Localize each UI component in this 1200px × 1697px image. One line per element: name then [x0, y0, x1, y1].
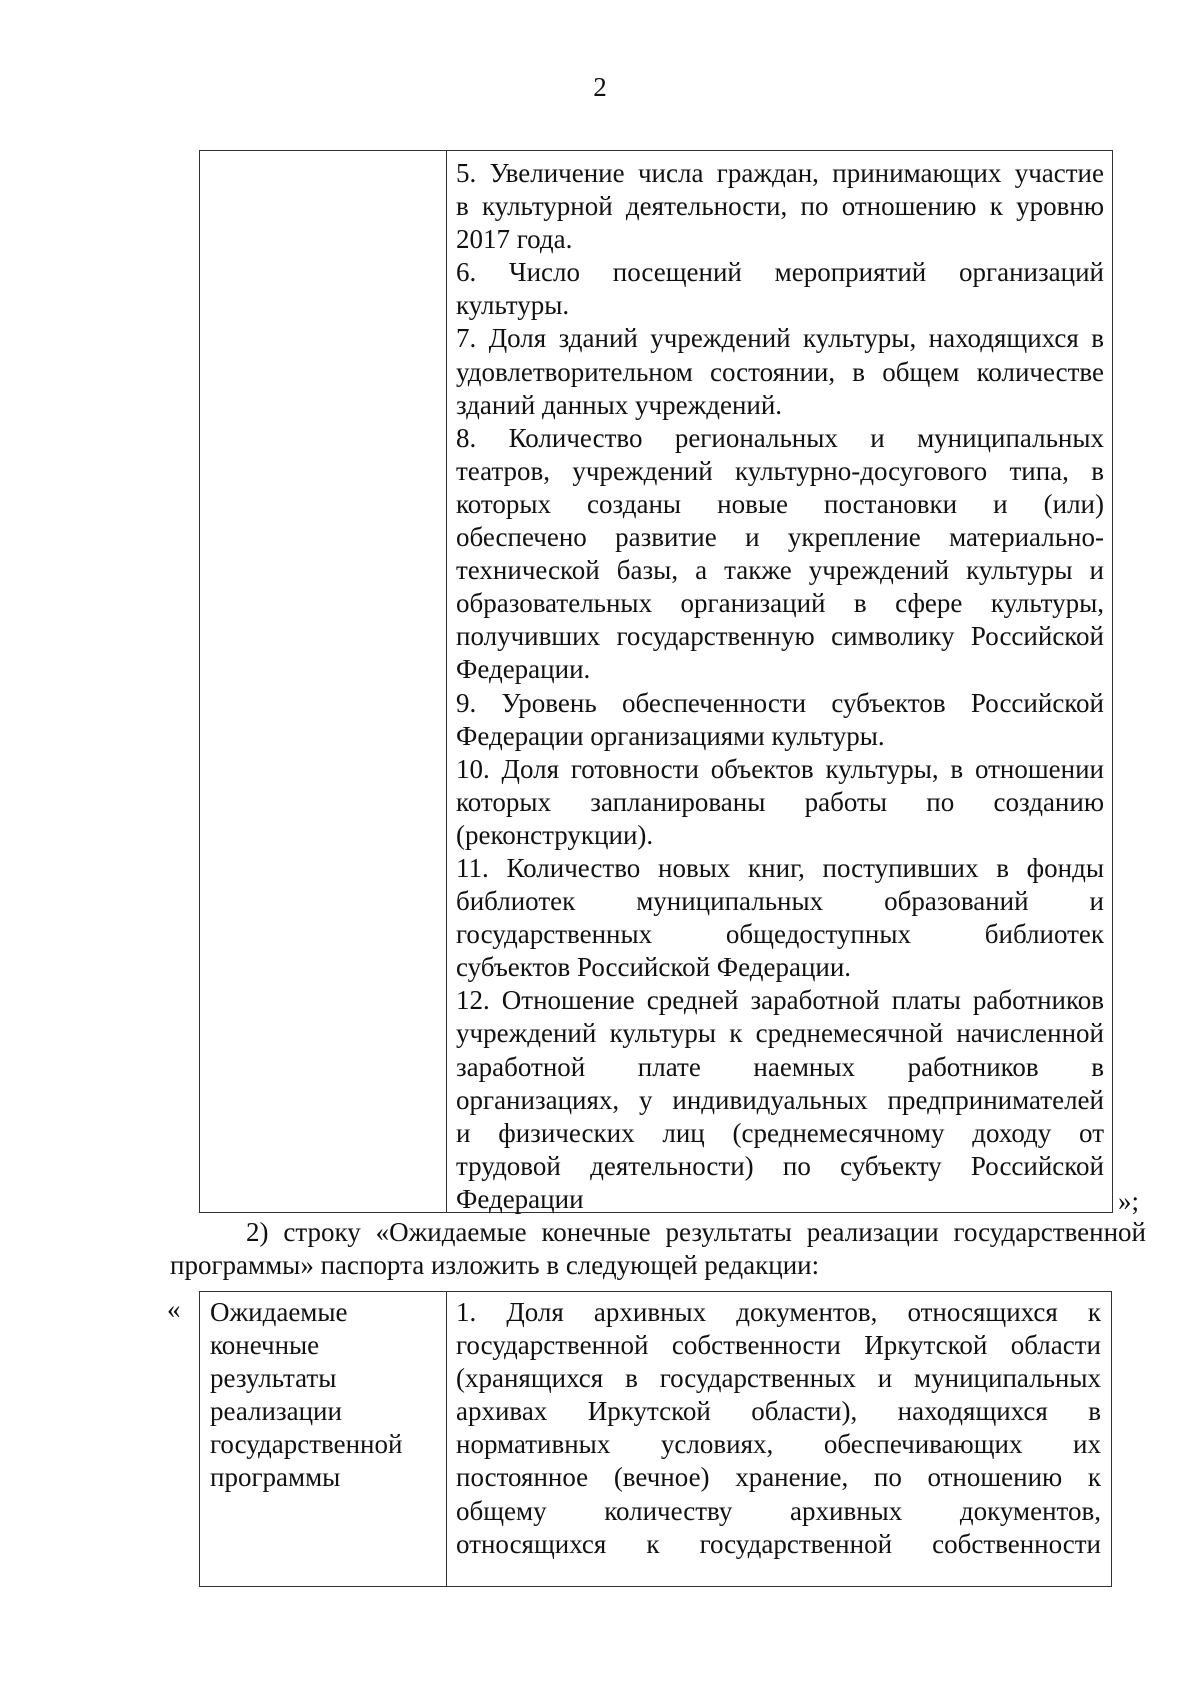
expected-results-table: [199, 1291, 1112, 1587]
text-line: архивах Иркутской области), находящихся в: [456, 1396, 1101, 1427]
text-line: обеспечено развитие и укрепление материально-: [456, 522, 1104, 553]
row-heading-cell: [210, 1296, 438, 1495]
heading-line: конечные: [210, 1330, 320, 1361]
text-line: Федерации.: [456, 654, 591, 685]
expected-results-cell: [456, 1296, 1101, 1561]
text-line: (реконструкции).: [456, 819, 654, 850]
text-line: в культурной деятельности, по отношению к уровню: [456, 191, 1104, 222]
text-line: 1. Доля архивных документов, относящихся к: [456, 1297, 1101, 1327]
text-line: 10. Доля готовности объектов культуры, в отношении: [456, 753, 1104, 784]
text-line: 6. Число посещений мероприятий организаций: [456, 257, 1104, 288]
text-line: субъектов Российской Федерации.: [456, 952, 852, 983]
closing-quote: »;: [1118, 1186, 1140, 1216]
text-line: 2017 года.: [456, 224, 573, 255]
text-line: (хранящихся в государственных и муниципальных: [456, 1363, 1101, 1394]
text-line: которых запланированы работы по созданию: [456, 786, 1104, 817]
amendment-paragraph: [170, 1216, 1146, 1282]
text-line: Федерации организациями культуры.: [456, 720, 885, 751]
heading-line: государственной: [210, 1429, 403, 1460]
text-line: Федерации: [456, 1183, 584, 1214]
text-line: получивших государственную символику Российской: [456, 621, 1104, 652]
text-line: 12. Отношение средней заработной платы работников: [456, 985, 1104, 1016]
heading-line: Ожидаемые: [210, 1297, 348, 1327]
text-line: учреждений культуры к среднемесячной начисленной: [456, 1018, 1104, 1049]
text-line: заработной плате наемных работников в: [456, 1051, 1104, 1082]
text-line: 9. Уровень обеспеченности субъектов Российской: [456, 687, 1104, 718]
text-line: культуры.: [456, 290, 570, 321]
text-line: и физических лиц (среднемесячному доходу от: [456, 1117, 1104, 1148]
paragraph-line: программы» паспорта изложить в следующей редакции:: [170, 1250, 820, 1280]
text-line: нормативных условиях, обеспечивающих их: [456, 1429, 1101, 1460]
text-line: удовлетворительном состоянии, в общем количестве: [456, 356, 1104, 387]
text-line: зданий данных учреждений.: [456, 389, 783, 420]
text-line: государственной собственности Иркутской области: [456, 1330, 1101, 1361]
text-line: театров, учреждений культурно-досугового типа, в: [456, 455, 1104, 486]
text-line: постоянное (вечное) хранение, по отношению к: [456, 1462, 1101, 1493]
text-line: технической базы, а также учреждений культуры и: [456, 555, 1104, 586]
heading-line: программы: [210, 1462, 341, 1493]
opening-quote: «: [167, 1294, 181, 1324]
text-line: 5. Увеличение числа граждан, принимающих участие: [456, 158, 1104, 188]
text-line: образовательных организаций в сфере культуры,: [456, 588, 1104, 619]
text-line: которых созданы новые постановки и (или): [456, 488, 1104, 519]
program-indicators-table: [199, 150, 1113, 1213]
text-line: 7. Доля зданий учреждений культуры, находящихся в: [456, 323, 1104, 354]
text-line: трудовой деятельности) по субъекту Российской: [456, 1150, 1104, 1181]
text-line: 8. Количество региональных и муниципальных: [456, 422, 1104, 453]
text-line: относящихся к государственной собственности: [456, 1528, 1101, 1559]
text-line: общему количеству архивных документов,: [456, 1495, 1101, 1526]
heading-line: результаты: [210, 1363, 337, 1394]
text-line: государственных общедоступных библиотек: [456, 919, 1104, 950]
column-divider: [446, 1292, 447, 1586]
column-divider: [446, 151, 447, 1212]
indicators-cell: [456, 157, 1104, 1216]
paragraph-line: 2) строку «Ожидаемые конечные результаты реализации государственной: [246, 1217, 1146, 1247]
text-line: организациях, у индивидуальных предпринимателей: [456, 1084, 1104, 1115]
page-number: 2: [593, 72, 607, 102]
text-line: 11. Количество новых книг, поступивших в фонды: [456, 852, 1104, 883]
heading-line: реализации: [210, 1396, 342, 1427]
text-line: библиотек муниципальных образований и: [456, 886, 1104, 917]
